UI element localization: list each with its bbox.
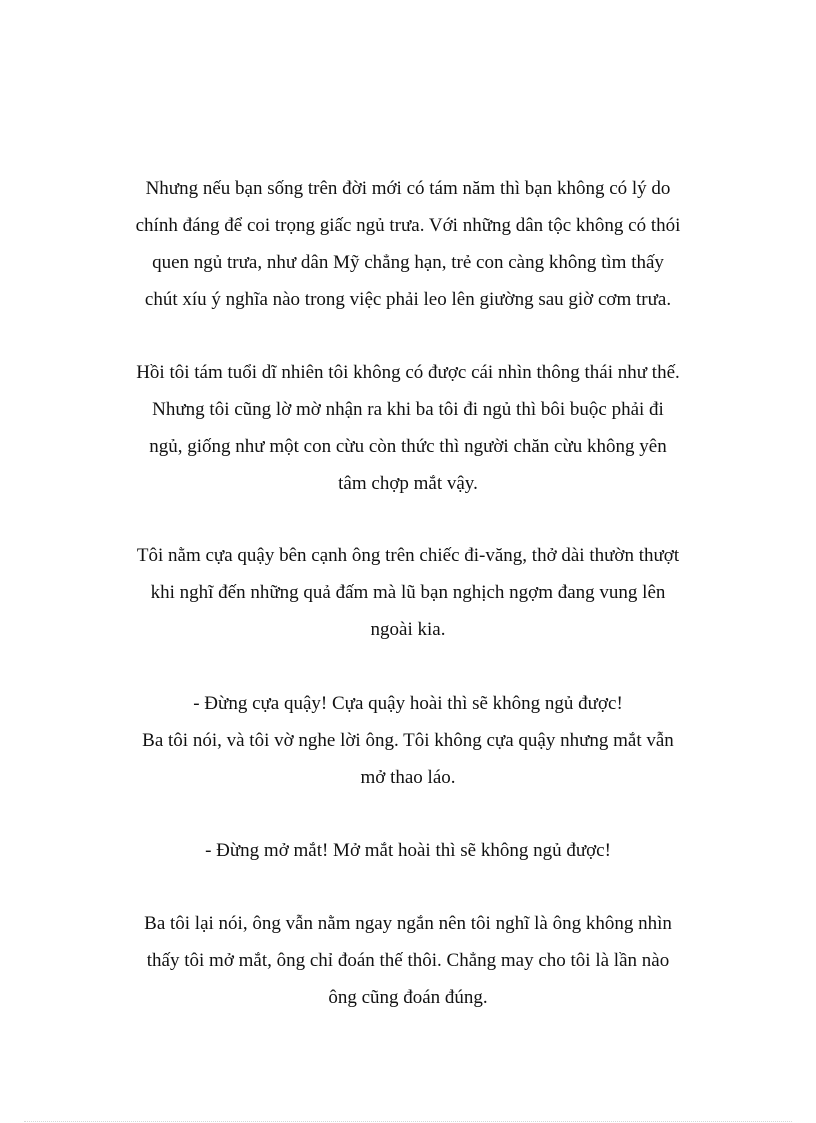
text-line: tâm chợp mắt vậy. (338, 473, 478, 494)
text-line: ông cũng đoán đúng. (328, 987, 488, 1008)
text-line: - Đừng cựa quậy! Cựa quậy hoài thì sẽ không ngủ được! (193, 693, 623, 714)
text-line: khi nghĩ đến những quả đấm mà lũ bạn nghịch ngợm đang vung lên (150, 582, 666, 603)
text-line: chính đáng để coi trọng giấc ngủ trưa. Với những dân tộc không có thói (135, 215, 681, 236)
paragraph-6 (108, 905, 708, 1016)
text-line: thấy tôi mở mắt, ông chỉ đoán thế thôi. Chẳng may cho tôi là lần nào (146, 950, 670, 971)
paragraph-2 (108, 354, 708, 502)
paragraph-3 (108, 537, 708, 648)
text-line: Nhưng nếu bạn sống trên đời mới có tám năm thì bạn không có lý do (145, 178, 671, 199)
page-bottom-edge (24, 1121, 792, 1122)
text-line: Tôi nằm cựa quậy bên cạnh ông trên chiếc đi-văng, thở dài thườn thượt (136, 545, 680, 566)
text-line: - Đừng mở mắt! Mở mắt hoài thì sẽ không ngủ được! (205, 840, 611, 861)
paragraph-5-dialogue (108, 832, 708, 869)
text-line: ngủ, giống như một con cừu còn thức thì người chăn cừu không yên (149, 436, 667, 457)
paragraph-1 (108, 170, 708, 318)
text-line: mở thao láo. (360, 767, 456, 788)
text-line: chút xíu ý nghĩa nào trong việc phải leo lên giường sau giờ cơm trưa. (144, 289, 672, 310)
text-line: Ba tôi lại nói, ông vẫn nằm ngay ngắn nên tôi nghĩ là ông không nhìn (144, 913, 672, 934)
text-line: Hồi tôi tám tuổi dĩ nhiên tôi không có được cái nhìn thông thái như thế. (136, 362, 680, 383)
paragraph-4-dialogue (108, 685, 708, 796)
text-line: Nhưng tôi cũng lờ mờ nhận ra khi ba tôi đi ngủ thì bôi buộc phải đi (152, 399, 664, 420)
text-line: quen ngủ trưa, như dân Mỹ chẳng hạn, trẻ con càng không tìm thấy (152, 252, 664, 273)
text-line: Ba tôi nói, và tôi vờ nghe lời ông. Tôi không cựa quậy nhưng mắt vẫn (142, 730, 674, 751)
text-line: ngoài kia. (370, 619, 446, 640)
